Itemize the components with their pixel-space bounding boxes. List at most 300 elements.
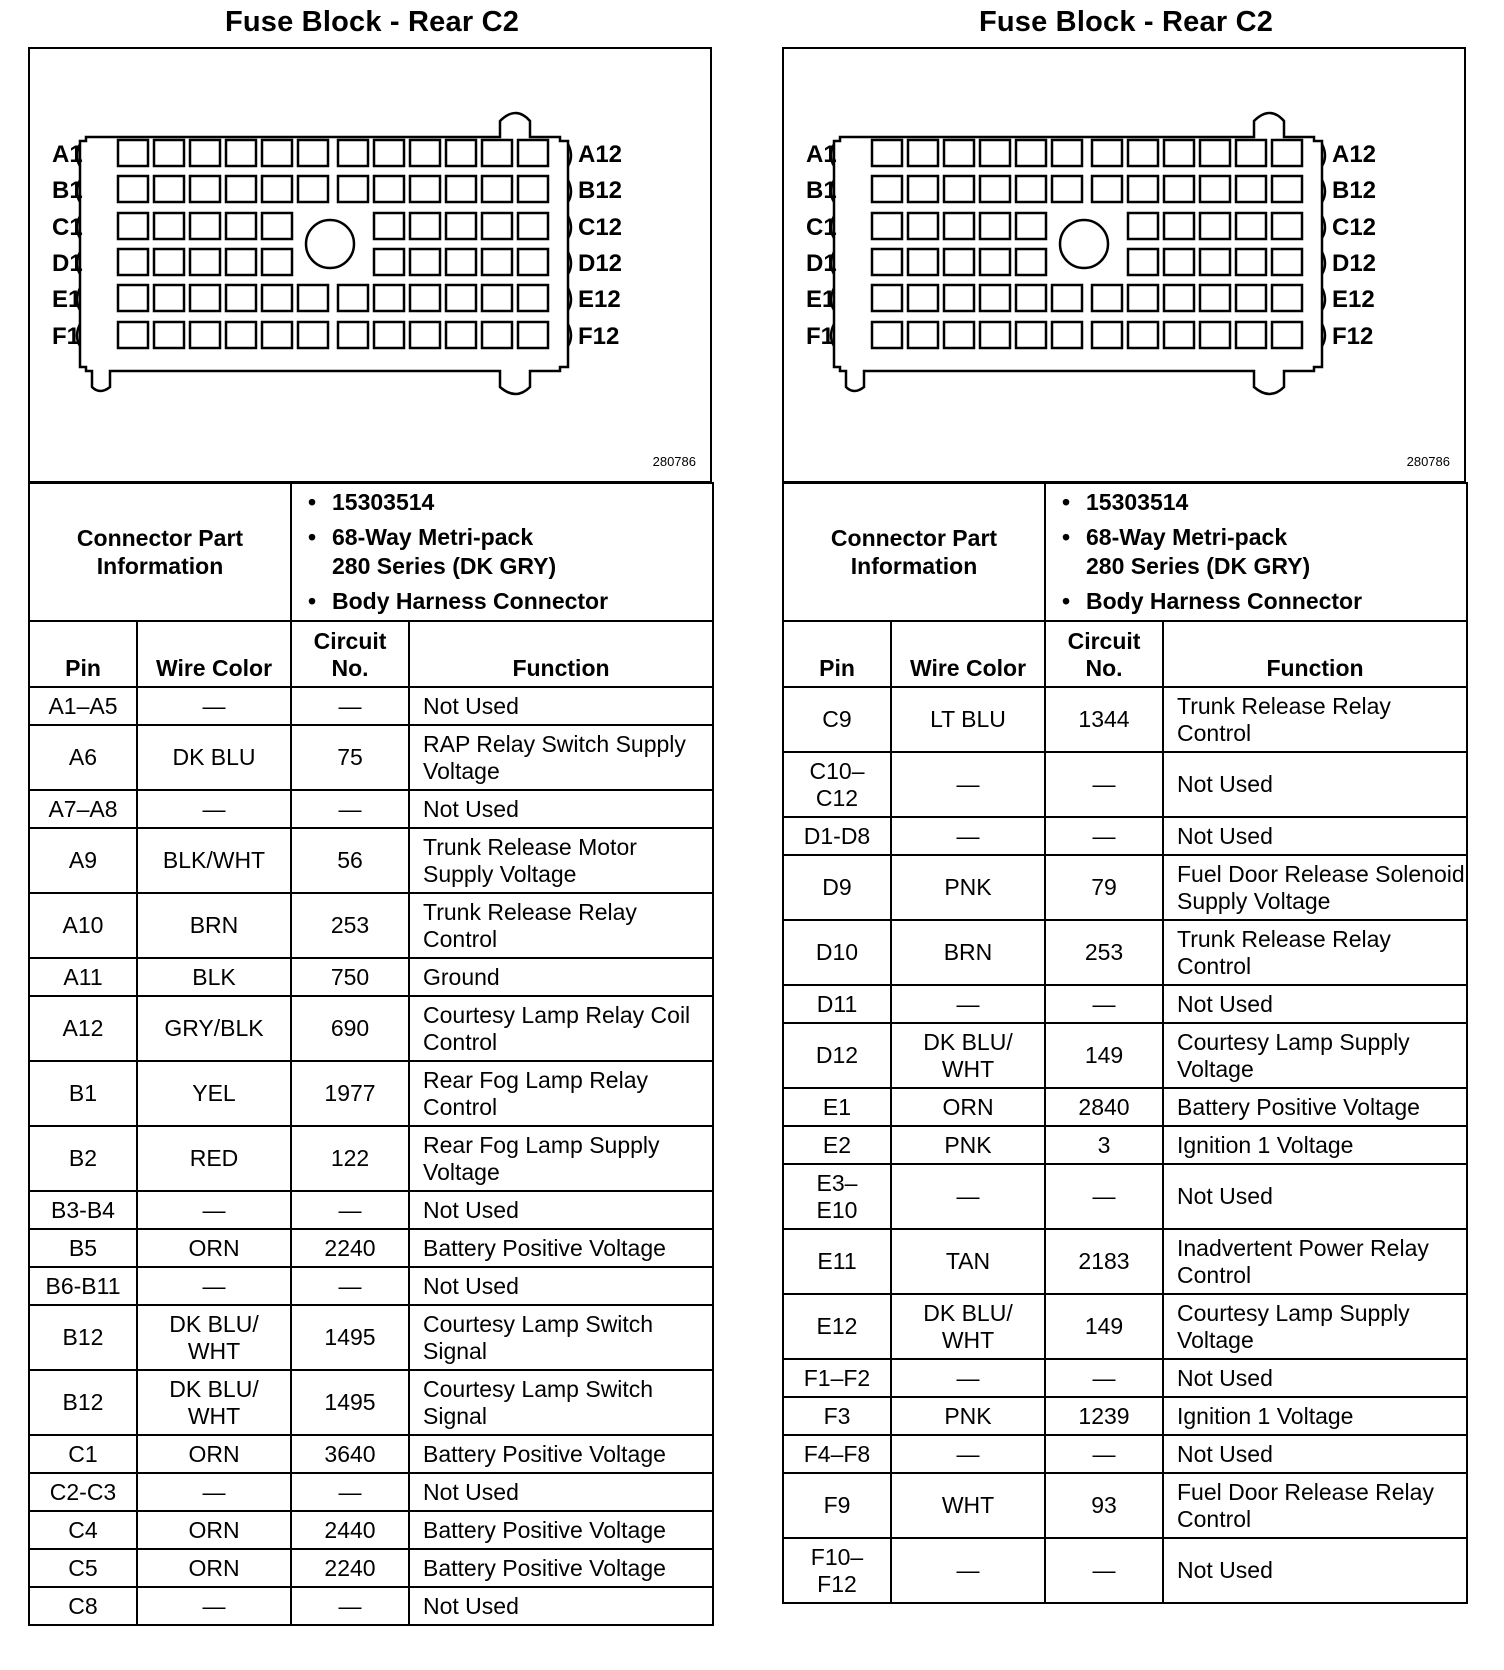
circuit-no-cell: 3 — [1045, 1126, 1163, 1164]
row-label-left: E1 — [806, 286, 836, 313]
panel-title: Fuse Block - Rear C2 — [224, 6, 520, 38]
table-row — [783, 1023, 1467, 1088]
circuit-no-cell: 690 — [291, 996, 409, 1061]
drawing-number: 280786 — [1406, 454, 1450, 469]
pin-cell: F1–F2 — [783, 1359, 891, 1397]
wire-color-cell: BRN — [891, 920, 1045, 985]
function-cell: Not Used — [1163, 1164, 1467, 1229]
circuit-no-cell: 1239 — [1045, 1397, 1163, 1435]
pin-cavity — [446, 140, 476, 166]
pin-cell: F3 — [783, 1397, 891, 1435]
wire-color-cell: ORN — [891, 1088, 1045, 1126]
table-row — [29, 790, 713, 828]
circuit-no-cell: — — [1045, 1359, 1163, 1397]
pin-cavity — [1272, 322, 1302, 348]
pin-cell: C4 — [29, 1511, 137, 1549]
row-label-right: D12 — [578, 250, 623, 277]
pin-cell: B2 — [29, 1126, 137, 1191]
pin-cell: E11 — [783, 1229, 891, 1294]
function-cell: Fuel Door Release Solenoid Supply Voltage — [1163, 855, 1467, 920]
circuit-no-cell: 1495 — [291, 1370, 409, 1435]
pin-cell: B12 — [29, 1305, 137, 1370]
pin-cell: A10 — [29, 893, 137, 958]
circuit-no-cell: 2240 — [291, 1229, 409, 1267]
pin-cavity — [226, 322, 256, 348]
table-header-row — [29, 621, 713, 687]
row-label-left: C1 — [52, 214, 83, 241]
pin-cavity — [482, 249, 512, 275]
circuit-no-cell: 56 — [291, 828, 409, 893]
pin-cavity — [518, 140, 548, 166]
circuit-no-cell: 750 — [291, 958, 409, 996]
pin-cavity — [338, 322, 368, 348]
table-row — [783, 1359, 1467, 1397]
connector-info-list — [291, 483, 713, 621]
circuit-no-cell: — — [291, 1473, 409, 1511]
function-cell: Not Used — [409, 1191, 713, 1229]
wire-color-cell: BLK/WHT — [137, 828, 291, 893]
pin-cavity — [1092, 322, 1122, 348]
circuit-no-cell: 253 — [1045, 920, 1163, 985]
table-row — [29, 1549, 713, 1587]
connector-info-table — [28, 482, 714, 622]
pin-cavity — [262, 213, 292, 239]
function-cell: Courtesy Lamp Switch Signal — [409, 1370, 713, 1435]
pin-cavity — [410, 285, 440, 311]
pin-cell: C5 — [29, 1549, 137, 1587]
pin-cavity — [518, 322, 548, 348]
function-cell: Not Used — [1163, 1538, 1467, 1603]
wire-color-cell: RED — [137, 1126, 291, 1191]
pin-cell: A9 — [29, 828, 137, 893]
table-row — [29, 1191, 713, 1229]
row-label-left: A1 — [52, 141, 83, 168]
function-cell: Not Used — [1163, 985, 1467, 1023]
circuit-no-cell: 1495 — [291, 1305, 409, 1370]
panel-title: Fuse Block - Rear C2 — [978, 6, 1274, 38]
pin-cell: A6 — [29, 725, 137, 790]
pin-cell: F10– F12 — [783, 1538, 891, 1603]
pin-cavity — [1128, 322, 1158, 348]
pin-cavity — [154, 285, 184, 311]
pin-cavity — [1272, 176, 1302, 202]
pin-cavity — [226, 176, 256, 202]
pin-cavity — [338, 176, 368, 202]
circuit-no-cell: 2183 — [1045, 1229, 1163, 1294]
header-wire-color: Wire Color — [137, 621, 291, 687]
circuit-no-cell: 93 — [1045, 1473, 1163, 1538]
table-row — [29, 1126, 713, 1191]
pin-cavity — [190, 285, 220, 311]
pin-cavity — [980, 249, 1010, 275]
circuit-no-cell: — — [291, 1587, 409, 1625]
pin-cavity — [1272, 285, 1302, 311]
pin-cavity — [410, 322, 440, 348]
table-row — [783, 1294, 1467, 1359]
function-cell: RAP Relay Switch Supply Voltage — [409, 725, 713, 790]
circuit-no-cell: — — [291, 1191, 409, 1229]
pin-cavity — [1200, 285, 1230, 311]
table-row — [783, 1126, 1467, 1164]
pin-cell: E12 — [783, 1294, 891, 1359]
pin-cavity — [446, 213, 476, 239]
header-circuit-no: Circuit No. — [1045, 621, 1163, 687]
pin-cavity — [518, 213, 548, 239]
pin-cell: A1–A5 — [29, 687, 137, 725]
row-label-right: F12 — [1332, 323, 1374, 350]
pin-cavity — [374, 249, 404, 275]
pin-cavity — [908, 249, 938, 275]
circuit-no-cell: — — [1045, 985, 1163, 1023]
function-cell: Courtesy Lamp Supply Voltage — [1163, 1023, 1467, 1088]
pin-cavity — [118, 140, 148, 166]
function-cell: Not Used — [409, 1587, 713, 1625]
table-row — [29, 1587, 713, 1625]
pin-cavity — [338, 285, 368, 311]
pin-cavity — [446, 176, 476, 202]
pin-cell: B3-B4 — [29, 1191, 137, 1229]
pin-cavity — [154, 322, 184, 348]
pin-cavity — [446, 249, 476, 275]
wire-color-cell: DK BLU/ WHT — [891, 1294, 1045, 1359]
header-pin: Pin — [29, 621, 137, 687]
pin-cavity — [190, 249, 220, 275]
pin-cell: D10 — [783, 920, 891, 985]
pin-cavity — [980, 176, 1010, 202]
pin-cavity — [1016, 176, 1046, 202]
pin-cavity — [262, 140, 292, 166]
table-row — [29, 725, 713, 790]
wire-color-cell: DK BLU/ WHT — [891, 1023, 1045, 1088]
pin-cell: D12 — [783, 1023, 891, 1088]
function-cell: Battery Positive Voltage — [409, 1511, 713, 1549]
pin-cell: D9 — [783, 855, 891, 920]
pin-cavity — [980, 213, 1010, 239]
circuit-no-cell: 149 — [1045, 1294, 1163, 1359]
wire-color-cell: PNK — [891, 1126, 1045, 1164]
pin-cavity — [118, 285, 148, 311]
connector-type: • 68-Way Metri-pack 280 Series (DK GRY) — [1086, 523, 1466, 581]
part-number: • 15303514 — [1086, 488, 1466, 517]
row-label-right: A12 — [578, 141, 623, 168]
pin-cavity — [410, 176, 440, 202]
pin-cavity — [190, 176, 220, 202]
pin-cavity — [944, 249, 974, 275]
header-pin: Pin — [783, 621, 891, 687]
function-cell: Battery Positive Voltage — [409, 1229, 713, 1267]
pin-cavity — [226, 213, 256, 239]
header-function: Function — [1163, 621, 1467, 687]
function-cell: Trunk Release Relay Control — [409, 893, 713, 958]
pin-cavity — [1016, 249, 1046, 275]
row-label-right: B12 — [1332, 177, 1377, 204]
pin-cell: A7–A8 — [29, 790, 137, 828]
wire-color-cell: — — [137, 790, 291, 828]
circuit-no-cell: 2440 — [291, 1511, 409, 1549]
wire-color-cell: — — [891, 985, 1045, 1023]
pin-cavity — [1052, 176, 1082, 202]
function-cell: Trunk Release Motor Supply Voltage — [409, 828, 713, 893]
pin-cell: E2 — [783, 1126, 891, 1164]
function-cell: Ground — [409, 958, 713, 996]
function-cell: Not Used — [409, 1267, 713, 1305]
pin-cell: B12 — [29, 1370, 137, 1435]
pin-cavity — [154, 140, 184, 166]
pinout-table — [28, 620, 714, 1626]
row-label-right: C12 — [1332, 214, 1377, 241]
function-cell: Fuel Door Release Relay Control — [1163, 1473, 1467, 1538]
pin-cavity — [980, 140, 1010, 166]
header-wire-color: Wire Color — [891, 621, 1045, 687]
pin-cavity — [872, 322, 902, 348]
pin-cell: E1 — [783, 1088, 891, 1126]
wire-color-cell: — — [137, 1267, 291, 1305]
wire-color-cell: ORN — [137, 1549, 291, 1587]
table-row — [29, 1473, 713, 1511]
table-row — [29, 828, 713, 893]
wire-color-cell: WHT — [891, 1473, 1045, 1538]
table-row — [783, 752, 1467, 817]
pin-cell: C10– C12 — [783, 752, 891, 817]
wire-color-cell: YEL — [137, 1061, 291, 1126]
row-label-left: B1 — [806, 177, 837, 204]
circuit-no-cell: — — [1045, 752, 1163, 817]
pin-cavity — [190, 213, 220, 239]
wire-color-cell: — — [891, 752, 1045, 817]
wire-color-cell: ORN — [137, 1435, 291, 1473]
table-row — [783, 985, 1467, 1023]
function-cell: Not Used — [409, 790, 713, 828]
pin-cavity — [374, 176, 404, 202]
row-label-right: B12 — [578, 177, 623, 204]
pin-cavity — [1128, 249, 1158, 275]
pin-cavity — [872, 140, 902, 166]
table-row — [783, 1473, 1467, 1538]
pin-cavity — [298, 176, 328, 202]
table-row — [783, 1229, 1467, 1294]
table-row — [783, 1538, 1467, 1603]
pin-cell: B5 — [29, 1229, 137, 1267]
table-row — [783, 1088, 1467, 1126]
circuit-no-cell: 2840 — [1045, 1088, 1163, 1126]
table-row — [29, 1061, 713, 1126]
wire-color-cell: — — [137, 1587, 291, 1625]
keying-hole — [1060, 220, 1108, 268]
circuit-no-cell: 253 — [291, 893, 409, 958]
pin-cavity — [872, 176, 902, 202]
pin-cell: E3– E10 — [783, 1164, 891, 1229]
wire-color-cell: PNK — [891, 855, 1045, 920]
pin-cell: C9 — [783, 687, 891, 752]
pin-cell: A11 — [29, 958, 137, 996]
table-row — [29, 893, 713, 958]
pin-cavity — [1200, 140, 1230, 166]
wire-color-cell: — — [891, 817, 1045, 855]
pin-cavity — [446, 285, 476, 311]
pin-cavity — [980, 285, 1010, 311]
wire-color-cell: — — [891, 1164, 1045, 1229]
row-label-left: A1 — [806, 141, 837, 168]
circuit-no-cell: 1344 — [1045, 687, 1163, 752]
circuit-no-cell: — — [291, 1267, 409, 1305]
pin-cavity — [1052, 285, 1082, 311]
pin-cavity — [226, 140, 256, 166]
pin-cavity — [1200, 176, 1230, 202]
wire-color-cell: — — [891, 1435, 1045, 1473]
function-cell: Trunk Release Relay Control — [1163, 687, 1467, 752]
circuit-no-cell: — — [1045, 817, 1163, 855]
pin-cavity — [908, 176, 938, 202]
pin-cavity — [518, 285, 548, 311]
circuit-no-cell: — — [291, 790, 409, 828]
function-cell: Rear Fog Lamp Supply Voltage — [409, 1126, 713, 1191]
pin-cavity — [262, 176, 292, 202]
pin-cavity — [482, 322, 512, 348]
pin-cavity — [1092, 176, 1122, 202]
circuit-no-cell: — — [291, 687, 409, 725]
pin-cavity — [1236, 140, 1266, 166]
pin-cell: B1 — [29, 1061, 137, 1126]
table-row — [29, 1305, 713, 1370]
row-label-right: E12 — [578, 286, 621, 313]
pin-cavity — [374, 213, 404, 239]
pin-cavity — [262, 285, 292, 311]
pin-cavity — [944, 140, 974, 166]
circuit-no-cell: 122 — [291, 1126, 409, 1191]
pin-cavity — [190, 140, 220, 166]
pin-cavity — [410, 249, 440, 275]
row-label-left: C1 — [806, 214, 837, 241]
pin-cavity — [262, 322, 292, 348]
table-row — [29, 1511, 713, 1549]
row-label-left: B1 — [52, 177, 83, 204]
pin-cavity — [374, 285, 404, 311]
table-row — [29, 958, 713, 996]
function-cell: Battery Positive Voltage — [409, 1435, 713, 1473]
function-cell: Courtesy Lamp Switch Signal — [409, 1305, 713, 1370]
pin-cavity — [190, 322, 220, 348]
pin-cavity — [1092, 140, 1122, 166]
pin-cavity — [482, 213, 512, 239]
function-cell: Courtesy Lamp Supply Voltage — [1163, 1294, 1467, 1359]
pin-cavity — [1272, 213, 1302, 239]
row-label-right: C12 — [578, 214, 623, 241]
pin-cell: F9 — [783, 1473, 891, 1538]
pin-cavity — [482, 176, 512, 202]
pin-cavity — [1164, 249, 1194, 275]
pin-cavity — [1200, 249, 1230, 275]
table-row — [29, 1267, 713, 1305]
row-label-right: F12 — [578, 323, 620, 350]
wire-color-cell: ORN — [137, 1511, 291, 1549]
wire-color-cell: GRY/BLK — [137, 996, 291, 1061]
pin-cavity — [1236, 285, 1266, 311]
wire-color-cell: LT BLU — [891, 687, 1045, 752]
pin-cavity — [1052, 140, 1082, 166]
function-cell: Trunk Release Relay Control — [1163, 920, 1467, 985]
table-row — [29, 1370, 713, 1435]
wire-color-cell: ORN — [137, 1229, 291, 1267]
pin-cavity — [226, 285, 256, 311]
pin-cavity — [1236, 249, 1266, 275]
function-cell: Rear Fog Lamp Relay Control — [409, 1061, 713, 1126]
connector-info-label: Connector Part Information — [783, 483, 1045, 621]
function-cell: Not Used — [1163, 817, 1467, 855]
pin-cavity — [908, 285, 938, 311]
pin-cavity — [262, 249, 292, 275]
pin-cell: D1-D8 — [783, 817, 891, 855]
table-header-row — [783, 621, 1467, 687]
pin-cavity — [944, 213, 974, 239]
pin-cell: C1 — [29, 1435, 137, 1473]
pin-cell: A12 — [29, 996, 137, 1061]
pinout-table — [782, 620, 1468, 1604]
circuit-no-cell: 149 — [1045, 1023, 1163, 1088]
pin-cavity — [118, 249, 148, 275]
pin-cavity — [1164, 140, 1194, 166]
pin-cavity — [1200, 213, 1230, 239]
table-row — [783, 920, 1467, 985]
function-cell: Ignition 1 Voltage — [1163, 1397, 1467, 1435]
row-label-left: E1 — [52, 286, 82, 313]
pin-cavity — [1128, 140, 1158, 166]
pin-cavity — [1236, 213, 1266, 239]
pin-cavity — [1164, 176, 1194, 202]
table-row — [783, 687, 1467, 752]
function-cell: Not Used — [1163, 752, 1467, 817]
pin-cavity — [1164, 285, 1194, 311]
pin-cavity — [1016, 322, 1046, 348]
pin-cavity — [298, 285, 328, 311]
circuit-no-cell: 1977 — [291, 1061, 409, 1126]
pin-cavity — [872, 285, 902, 311]
wire-color-cell: TAN — [891, 1229, 1045, 1294]
circuit-no-cell: 3640 — [291, 1435, 409, 1473]
keying-hole — [306, 220, 354, 268]
table-row — [29, 1435, 713, 1473]
function-cell: Ignition 1 Voltage — [1163, 1126, 1467, 1164]
pin-cavity — [1016, 213, 1046, 239]
pin-cavity — [410, 140, 440, 166]
connector-description: • Body Harness Connector — [332, 587, 712, 616]
pin-cavity — [1164, 322, 1194, 348]
wire-color-cell: — — [137, 1473, 291, 1511]
function-cell: Inadvertent Power Relay Control — [1163, 1229, 1467, 1294]
function-cell: Courtesy Lamp Relay Coil Control — [409, 996, 713, 1061]
table-row — [29, 996, 713, 1061]
connector-info-label: Connector Part Information — [29, 483, 291, 621]
wire-color-cell: — — [891, 1538, 1045, 1603]
wire-color-cell: — — [137, 687, 291, 725]
row-label-right: D12 — [1332, 250, 1377, 277]
header-circuit-no: Circuit No. — [291, 621, 409, 687]
pin-cavity — [1164, 213, 1194, 239]
pin-cavity — [908, 140, 938, 166]
table-row — [29, 1229, 713, 1267]
table-row — [783, 1164, 1467, 1229]
row-label-right: E12 — [1332, 286, 1375, 313]
pin-cavity — [482, 140, 512, 166]
pin-cavity — [1128, 213, 1158, 239]
row-label-left: F1 — [806, 323, 835, 350]
table-row — [29, 687, 713, 725]
function-cell: Not Used — [409, 687, 713, 725]
pin-cavity — [1128, 176, 1158, 202]
pin-cavity — [944, 322, 974, 348]
pin-cavity — [482, 285, 512, 311]
pin-cavity — [446, 322, 476, 348]
pin-cavity — [374, 322, 404, 348]
